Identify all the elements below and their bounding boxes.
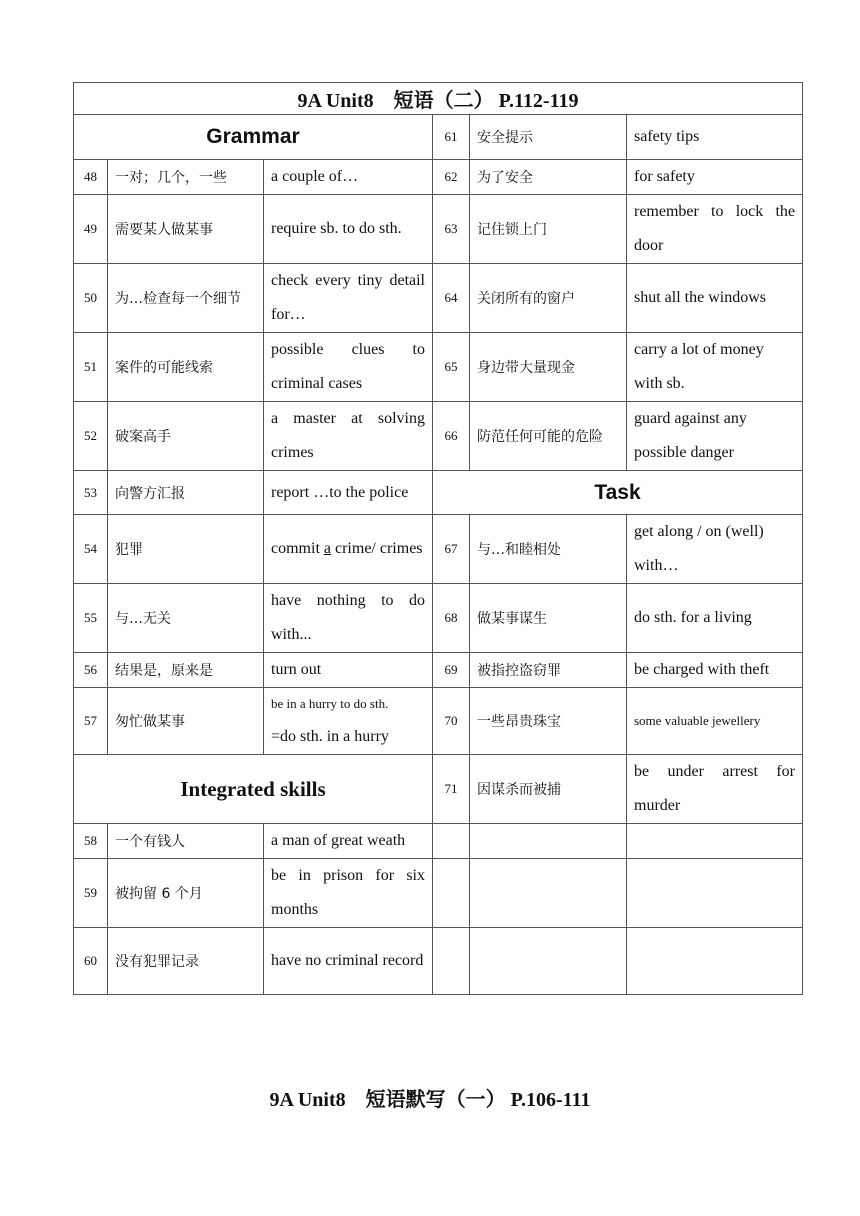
english-phrase: require sb. to do sth. <box>264 195 433 264</box>
row-number: 57 <box>74 688 108 755</box>
chinese-phrase: 破案高手 <box>108 402 264 471</box>
empty-cell <box>470 928 627 995</box>
table-title: 9A Unit8 短语（二） P.112-119 <box>74 83 803 115</box>
english-phrase: turn out <box>264 653 433 688</box>
chinese-phrase: 一个有钱人 <box>108 824 264 859</box>
empty-cell <box>470 859 627 928</box>
english-phrase: guard against any possible danger <box>627 402 803 471</box>
row-number: 48 <box>74 160 108 195</box>
english-phrase: report …to the police <box>264 471 433 515</box>
row-number: 67 <box>433 515 470 584</box>
row-number: 58 <box>74 824 108 859</box>
row-number: 62 <box>433 160 470 195</box>
next-section-title: 9A Unit8 短语默写（一） P.106-111 <box>269 1089 591 1111</box>
chinese-phrase: 一对；几个，一些 <box>108 160 264 195</box>
row-number: 53 <box>74 471 108 515</box>
phrase-line: be in a hurry to do sth. <box>271 696 389 711</box>
chinese-phrase: 因谋杀而被捕 <box>470 755 627 824</box>
chinese-phrase: 向警方汇报 <box>108 471 264 515</box>
empty-cell <box>627 928 803 995</box>
chinese-phrase: 犯罪 <box>108 515 264 584</box>
chinese-phrase: 身边带大量现金 <box>470 333 627 402</box>
english-phrase: do sth. for a living <box>627 584 803 653</box>
phrase-part: commit <box>271 540 320 557</box>
row-number: 52 <box>74 402 108 471</box>
row-number: 55 <box>74 584 108 653</box>
english-phrase: carry a lot of money with sb. <box>627 333 803 402</box>
chinese-phrase: 安全提示 <box>470 115 627 160</box>
chinese-phrase: 关闭所有的窗户 <box>470 264 627 333</box>
row-number: 65 <box>433 333 470 402</box>
empty-cell <box>433 824 470 859</box>
chinese-phrase: 做某事谋生 <box>470 584 627 653</box>
chinese-phrase: 没有犯罪记录 <box>108 928 264 995</box>
row-number: 49 <box>74 195 108 264</box>
row-number: 66 <box>433 402 470 471</box>
row-number: 70 <box>433 688 470 755</box>
chinese-phrase: 与…和睦相处 <box>470 515 627 584</box>
english-phrase: be charged with theft <box>627 653 803 688</box>
chinese-phrase: 被指控盗窃罪 <box>470 653 627 688</box>
english-phrase: be in prison for six months <box>264 859 433 928</box>
row-number: 56 <box>74 653 108 688</box>
chinese-phrase: 匆忙做某事 <box>108 688 264 755</box>
empty-cell <box>433 859 470 928</box>
chinese-phrase: 记住锁上门 <box>470 195 627 264</box>
english-phrase: shut all the windows <box>627 264 803 333</box>
empty-cell <box>627 859 803 928</box>
english-phrase: have no criminal record <box>264 928 433 995</box>
english-phrase: be under arrest for murder <box>627 755 803 824</box>
row-number: 61 <box>433 115 470 160</box>
english-phrase: some valuable jewellery <box>627 688 803 755</box>
english-phrase: have nothing to do with... <box>264 584 433 653</box>
chinese-phrase: 一些昂贵珠宝 <box>470 688 627 755</box>
row-number: 71 <box>433 755 470 824</box>
section-task: Task <box>433 471 803 515</box>
english-phrase: get along / on (well) with… <box>627 515 803 584</box>
empty-cell <box>627 824 803 859</box>
english-phrase <box>264 515 433 584</box>
phrase-table <box>73 82 803 995</box>
row-number: 54 <box>74 515 108 584</box>
chinese-phrase: 需要某人做某事 <box>108 195 264 264</box>
row-number: 59 <box>74 859 108 928</box>
underlined-article: a <box>323 540 331 557</box>
english-phrase: a master at solving crimes <box>264 402 433 471</box>
row-number: 50 <box>74 264 108 333</box>
english-phrase <box>264 688 433 755</box>
row-number: 69 <box>433 653 470 688</box>
chinese-phrase: 为了安全 <box>470 160 627 195</box>
row-number: 63 <box>433 195 470 264</box>
row-number: 68 <box>433 584 470 653</box>
english-phrase: possible clues to criminal cases <box>264 333 433 402</box>
row-number: 60 <box>74 928 108 995</box>
english-phrase: a man of great weath <box>264 824 433 859</box>
row-number: 51 <box>74 333 108 402</box>
section-integrated-skills: Integrated skills <box>74 755 433 824</box>
empty-cell <box>433 928 470 995</box>
chinese-phrase: 为…检查每一个细节 <box>108 264 264 333</box>
chinese-phrase: 案件的可能线索 <box>108 333 264 402</box>
english-phrase: safety tips <box>627 115 803 160</box>
chinese-phrase: 与…无关 <box>108 584 264 653</box>
english-phrase: remember to lock the door <box>627 195 803 264</box>
chinese-phrase: 被拘留 6 个月 <box>108 859 264 928</box>
row-number: 64 <box>433 264 470 333</box>
empty-cell <box>470 824 627 859</box>
phrase-line: =do sth. in a hurry <box>271 728 389 745</box>
chinese-phrase: 结果是，原来是 <box>108 653 264 688</box>
english-phrase: a couple of… <box>264 160 433 195</box>
section-grammar: Grammar <box>74 115 433 160</box>
chinese-phrase: 防范任何可能的危险 <box>470 402 627 471</box>
english-phrase: check every tiny detail for… <box>264 264 433 333</box>
english-phrase: for safety <box>627 160 803 195</box>
phrase-part: crime/ crimes <box>335 540 423 557</box>
